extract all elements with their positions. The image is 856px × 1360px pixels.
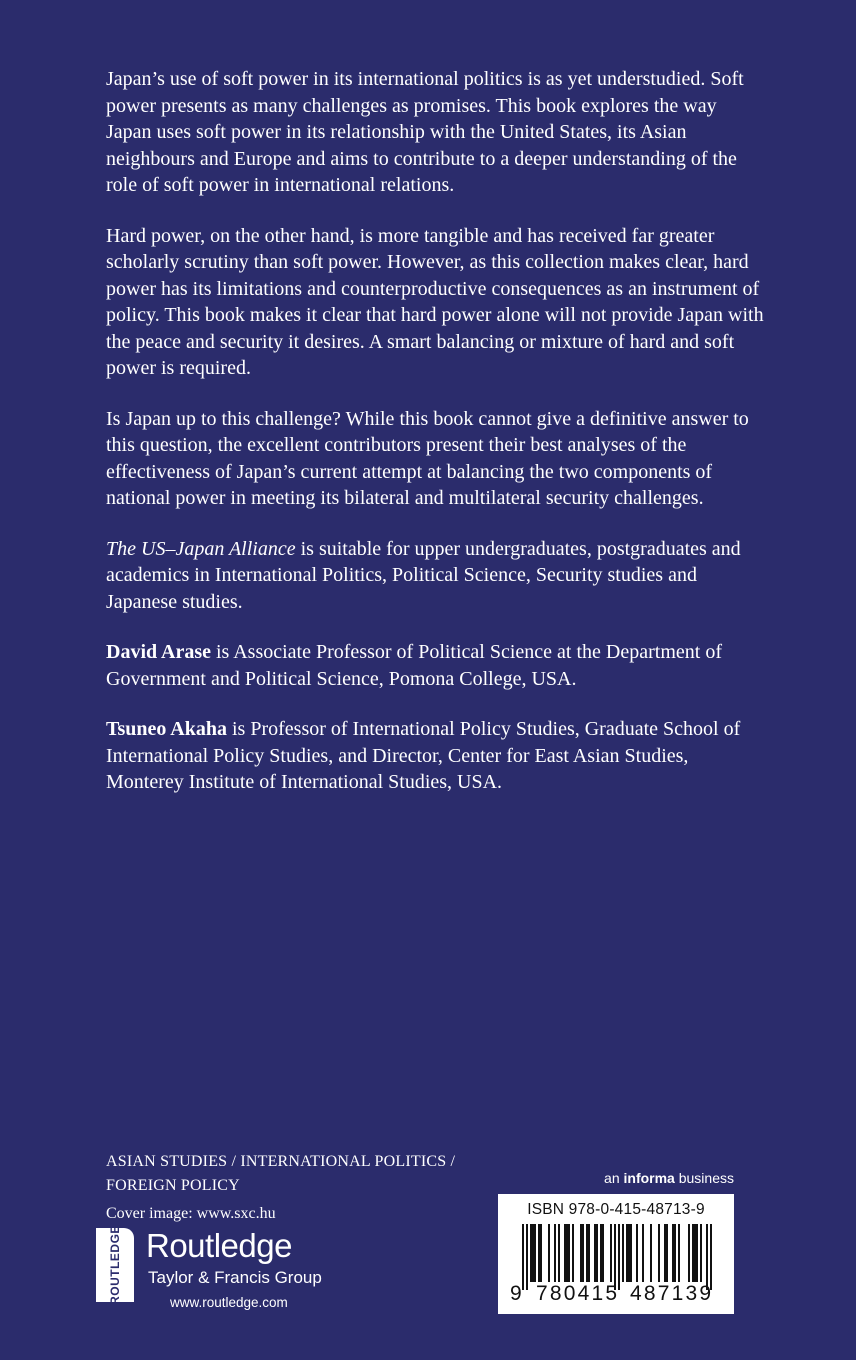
barcode-digit-group-2: 487139 bbox=[630, 1282, 714, 1305]
cover-image-credit: Cover image: www.sxc.hu bbox=[106, 1205, 276, 1222]
barcode-bar bbox=[622, 1224, 624, 1282]
barcode-bar bbox=[710, 1224, 712, 1290]
isbn-label: ISBN 978-0-415-48713-9 bbox=[527, 1201, 705, 1218]
barcode-bar bbox=[678, 1224, 680, 1282]
informa-prefix: an bbox=[604, 1170, 624, 1186]
publisher-group: Taylor & Francis Group bbox=[148, 1268, 322, 1287]
barcode-bar bbox=[642, 1224, 644, 1282]
informa-brand: informa bbox=[623, 1170, 675, 1186]
barcode-bar bbox=[628, 1224, 630, 1282]
author-bio-1 bbox=[106, 639, 766, 692]
blurb-paragraph-2: Hard power, on the other hand, is more tangible and has received far greater scholarly scrutiny than soft power. However, as this collection makes clear, hard power has its limitations and counterproductive consequences as an instrument of policy. This book makes it clear that hard power alone will not provide Japan with the peace and security it desires. A smart balancing or mixture of hard and soft power is required. bbox=[106, 224, 764, 379]
barcode-bar bbox=[614, 1224, 616, 1290]
barcode-digits bbox=[498, 1282, 734, 1310]
barcode-bar bbox=[666, 1224, 668, 1282]
barcode-bar bbox=[706, 1224, 708, 1290]
author-bio-text-2: is Professor of International Policy Studies, Graduate School of International Policy Studies, and Director, Center for East Asian Studies, Monterey Institute of International Studies, USA. bbox=[106, 718, 741, 793]
author-bio-text-1: is Associate Professor of Political Science at the Department of Government and Political Science, Pomona College, USA. bbox=[106, 641, 722, 690]
barcode-bar bbox=[558, 1224, 560, 1282]
subject-categories: ASIAN STUDIES / INTERNATIONAL POLITICS / FOREIGN POLICY bbox=[106, 1153, 456, 1194]
blurb-paragraph-3: Is Japan up to this challenge? While this book cannot give a definitive answer to this question, the excellent contributors present their best analyses of the effectiveness of Japan’s current attempt at balancing the two components of national power in meeting its bilateral and multilateral security challenges. bbox=[106, 407, 749, 509]
barcode-bar bbox=[568, 1224, 570, 1282]
barcode-bar bbox=[664, 1224, 666, 1282]
routledge-tab-icon bbox=[96, 1225, 134, 1305]
back-cover-blurb bbox=[106, 66, 766, 820]
barcode-bar bbox=[696, 1224, 698, 1282]
barcode-bar bbox=[600, 1224, 602, 1282]
barcode-bar bbox=[548, 1224, 550, 1282]
barcode-bar bbox=[672, 1224, 674, 1282]
barcode-bar bbox=[564, 1224, 566, 1282]
barcode-bar bbox=[650, 1224, 652, 1282]
barcode-bar bbox=[674, 1224, 676, 1282]
barcode-bar bbox=[586, 1224, 588, 1282]
barcode-bar bbox=[572, 1224, 574, 1282]
author-name-1: David Arase bbox=[106, 641, 211, 663]
barcode-bar bbox=[626, 1224, 628, 1282]
publisher-url: www.routledge.com bbox=[170, 1295, 288, 1310]
barcode-bar bbox=[694, 1224, 696, 1282]
barcode-bar bbox=[538, 1224, 540, 1282]
audience-paragraph bbox=[106, 536, 766, 616]
barcode-bar bbox=[610, 1224, 612, 1282]
barcode-bar bbox=[594, 1224, 596, 1282]
informa-suffix: business bbox=[674, 1170, 734, 1186]
barcode-bar bbox=[602, 1224, 604, 1282]
barcode-bar bbox=[534, 1224, 536, 1282]
barcode-bar bbox=[540, 1224, 542, 1282]
barcode-bar bbox=[596, 1224, 598, 1282]
audience-text: is suitable for upper undergraduates, postgraduates and academics in International Politics, Political Science, Security studies and Japanese studies. bbox=[106, 537, 741, 613]
barcode-bar bbox=[700, 1224, 702, 1282]
publisher-name: Routledge bbox=[146, 1227, 292, 1264]
barcode-bar bbox=[582, 1224, 584, 1282]
routledge-tab-label: ROUTLEDGE bbox=[108, 1225, 122, 1305]
barcode-bar bbox=[588, 1224, 590, 1282]
book-title: The US–Japan Alliance bbox=[106, 537, 296, 560]
barcode-bar bbox=[658, 1224, 660, 1282]
barcode-bar bbox=[636, 1224, 638, 1282]
barcode-bar bbox=[688, 1224, 690, 1282]
barcode-bar bbox=[532, 1224, 534, 1282]
publisher-logo bbox=[96, 1225, 376, 1320]
barcode-bar bbox=[522, 1224, 524, 1290]
barcode-bar bbox=[630, 1224, 632, 1282]
isbn-barcode bbox=[498, 1194, 734, 1314]
barcode-bar bbox=[692, 1224, 694, 1282]
barcode-bar bbox=[554, 1224, 556, 1282]
barcode-digit-group-1: 780415 bbox=[536, 1282, 620, 1305]
informa-tagline bbox=[604, 1168, 734, 1188]
blurb-paragraph-1: Japan’s use of soft power in its international politics is as yet understudied. Soft power presents as many challenges as promises. This book explores the way Japan uses soft power in its relationship with the United States, its Asian neighbours and Europe and aims to contribute to a deeper understanding of the role of soft power in international relations. bbox=[106, 68, 744, 196]
barcode-bar bbox=[566, 1224, 568, 1282]
barcode-bar bbox=[580, 1224, 582, 1282]
barcode-bar bbox=[530, 1224, 532, 1282]
barcode-bar bbox=[618, 1224, 620, 1290]
author-bio-2 bbox=[106, 716, 766, 796]
barcode-bar bbox=[526, 1224, 528, 1290]
barcode-digit-first: 9 bbox=[510, 1282, 522, 1305]
author-name-2: Tsuneo Akaha bbox=[106, 718, 227, 740]
